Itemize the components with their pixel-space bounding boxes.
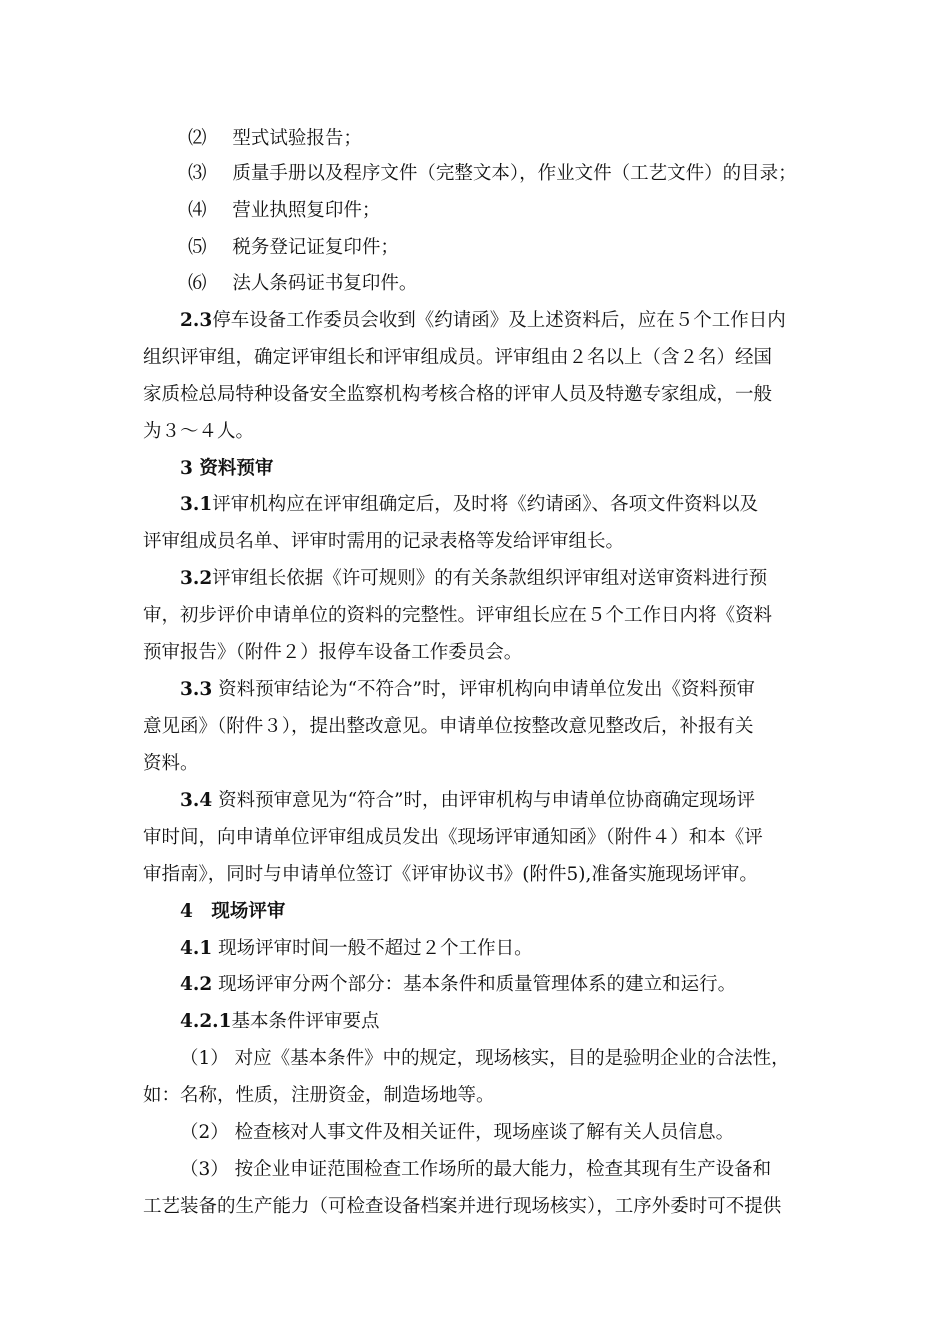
numbered-item	[180, 1151, 771, 1188]
paragraph-4-1	[180, 930, 533, 967]
item-marker: （2）	[180, 1122, 229, 1143]
paragraph-4-2	[180, 966, 736, 1003]
item-marker: （3）	[180, 1159, 229, 1180]
section-number: 2.3	[180, 310, 213, 331]
paragraph-line: 意见函》（附件３），提出整改意见。申请单位按整改意见整改后，补报有关	[143, 716, 754, 737]
section-number: 3.4	[180, 790, 213, 811]
paragraph-line: 对应《基本条件》中的规定，现场核实，目的是验明企业的合法性，	[228, 1048, 790, 1069]
paragraph-2-3	[180, 302, 786, 339]
list-text: 营业执照复印件；	[232, 200, 381, 221]
paragraph-line: 预审报告》（附件２）报停车设备工作委员会。	[143, 642, 523, 663]
list-marker: ⑵	[188, 128, 207, 149]
paragraph-line: 审时间，向申请单位评审组成员发出《现场评审通知函》（附件４）和本《评	[143, 827, 763, 848]
paragraph-line: 资料预审意见为“符合”时，由评审机构与申请单位协商确定现场评	[212, 790, 755, 811]
paragraph-line: 停车设备工作委员会收到《约请函》及上述资料后，应在５个工作日内	[212, 310, 786, 331]
paragraph-line: 家质检总局特种设备安全监察机构考核合格的评审人员及特邀专家组成，一般	[143, 384, 773, 405]
paragraph-3-1	[180, 486, 758, 523]
list-text: 型式试验报告；	[232, 128, 362, 149]
paragraph-3-4	[180, 782, 755, 819]
numbered-item	[180, 1114, 734, 1151]
list-item	[188, 265, 417, 302]
section-number: 3.2	[180, 568, 213, 589]
paragraph-line: 审指南》，同时与申请单位签订《评审协议书》(附件5),准备实施现场评审。	[143, 864, 758, 885]
list-marker: ⑷	[188, 200, 207, 221]
paragraph-line: 审，初步评价申请单位的资料的完整性。评审组长应在５个工作日内将《资料	[143, 605, 773, 626]
paragraph-4-2-1	[180, 1003, 380, 1040]
paragraph-line: 评审组成员名单、评审时需用的记录表格等发给评审组长。	[143, 531, 625, 552]
list-item	[188, 120, 362, 157]
list-item	[188, 192, 380, 229]
numbered-item	[180, 1040, 790, 1077]
list-item	[188, 229, 399, 266]
paragraph-line: 如：名称，性质，注册资金，制造场地等。	[143, 1085, 495, 1106]
paragraph-line: 组织评审组，确定评审组长和评审组成员。评审组由２名以上（含２名）经国	[143, 347, 773, 368]
section-number: 3.1	[180, 494, 213, 515]
paragraph-line: 现场评审分两个部分：基本条件和质量管理体系的建立和运行。	[212, 974, 737, 995]
list-marker: ⑶	[188, 163, 207, 184]
paragraph-line: 现场评审时间一般不超过２个工作日。	[212, 938, 533, 959]
paragraph-line: 为３～４人。	[143, 421, 255, 442]
section-number: 4.2.1	[180, 1011, 232, 1032]
paragraph-line: 评审组长依据《许可规则》的有关条款组织评审组对送审资料进行预	[212, 568, 768, 589]
section-heading: 4 现场评审	[180, 901, 286, 922]
list-item	[188, 155, 797, 192]
list-marker: ⑸	[188, 237, 207, 258]
paragraph-3-2	[180, 560, 767, 597]
section-number: 4.2	[180, 974, 213, 995]
paragraph-line: 资料预审结论为“不符合”时，评审机构向申请单位发出《资料预审	[212, 679, 755, 700]
paragraph-line: 评审机构应在评审组确定后，及时将《约请函》、各项文件资料以及	[212, 494, 758, 515]
paragraph-3-3	[180, 671, 755, 708]
paragraph-line: 检查核对人事文件及相关证件，现场座谈了解有关人员信息。	[228, 1122, 735, 1143]
list-text: 质量手册以及程序文件（完整文本），作业文件（工艺文件）的目录；	[232, 163, 797, 184]
list-text: 税务登记证复印件；	[232, 237, 399, 258]
paragraph-line: 资料。	[143, 753, 199, 774]
list-marker: ⑹	[188, 273, 207, 294]
section-number: 3.3	[180, 679, 213, 700]
paragraph-line: 工艺装备的生产能力（可检查设备档案并进行现场核实），工序外委时可不提供	[143, 1196, 782, 1217]
section-heading: 3 资料预审	[180, 458, 274, 479]
item-marker: （1）	[180, 1048, 229, 1069]
paragraph-line: 基本条件评审要点	[231, 1011, 380, 1032]
section-number: 4.1	[180, 938, 213, 959]
list-text: 法人条码证书复印件。	[232, 273, 418, 294]
paragraph-line: 按企业申证范围检查工作场所的最大能力，检查其现有生产设备和	[228, 1159, 772, 1180]
